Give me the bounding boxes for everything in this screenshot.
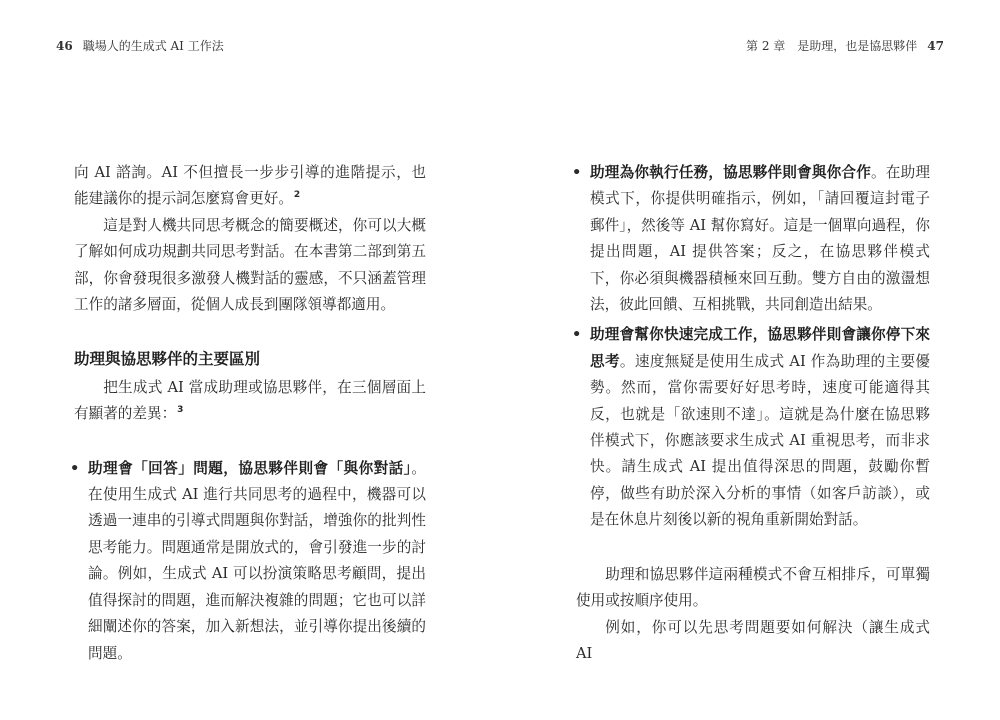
- book-title: 職場人的生成式 AI 工作法: [82, 39, 224, 53]
- footnote-marker[interactable]: 2: [293, 190, 301, 201]
- paragraph-continuation: 向 AI 諮詢。AI 不但擅長一步步引導的進階提示，也能建議你的提示詞怎麼寫會更好。$^2$: [74, 164, 426, 208]
- footnote-marker[interactable]: 3: [177, 405, 184, 416]
- left-page-number: 46: [56, 39, 73, 53]
- bullet-item-tasks-vs-collaboration: [572, 160, 930, 318]
- bullet-lead: 助理會幫你快速完成工作，協思夥伴則會讓你停下來思考: [590, 326, 930, 370]
- right-page-number: 47: [927, 39, 944, 53]
- bullet-icon: •: [572, 326, 582, 344]
- paragraph-intro: 把生成式 AI 當成助理或協思夥伴，在三個層面上有顯著的差異：$^3$: [74, 378, 426, 423]
- section-heading: 助理與協思夥伴的主要區別: [74, 350, 261, 369]
- bullet-icon: •: [70, 459, 80, 477]
- bullet-lead: 助理會「回答」問題，協思夥伴則會「與你對話」: [88, 459, 412, 477]
- bullet-item-answer-vs-dialogue: [70, 456, 426, 667]
- right-page: [500, 0, 1000, 720]
- bullet-icon: •: [572, 164, 582, 181]
- paragraph-overview: 這是對人機共同思考概念的簡要概述，你可以大概了解如何成功規劃共同思考對話。在本書第二部到第五部，你會發現很多激發人機對話的靈感，不只涵蓋管理工作的諸多層面，從個人成長到團隊領導都適用。: [74, 216, 426, 314]
- bullet-lead: 助理為你執行任務，協思夥伴則會與你合作: [590, 164, 872, 181]
- chapter-title: 第 2 章 是助理，也是協思夥伴: [746, 39, 918, 53]
- right-text-column: [572, 160, 930, 667]
- paragraph-example: 例如，你可以先思考問題要如何解決（讓生成式 AI: [576, 618, 930, 662]
- left-text-column: [70, 160, 426, 667]
- bullet-item-speed-vs-reflection: [572, 322, 930, 533]
- bullet-body: 。在使用生成式 AI 進行共同思考的過程中，機器可以透過一連串的引導式問題與你對話，增強你的批判性思考能力。問題通常是開放式的，會引發進一步的討論。例如，生成式 AI 可以扮演策略思考顧問，提出值得探討的問題，進而解決複雜的問題；它也可以詳細闡述你的答案，加入新想法，並引導你提出後續的問題。: [88, 459, 426, 662]
- paragraph-modes: 助理和協思夥伴這兩種模式不會互相排斥，可單獨使用或按順序使用。: [576, 565, 930, 610]
- bullet-body: 。在助理模式下，你提供明確指示，例如，「請回覆這封電子郵件」，然後等 AI 幫你寫好。這是一個單向過程，你提出問題，AI 提供答案；反之，在協思夥伴模式下，你必須與機器積極來回互動。雙方自由的激盪想法，彼此回饋、互相挑戰，共同創造出結果。: [590, 164, 930, 314]
- right-running-head: [746, 37, 944, 54]
- left-running-head: [56, 37, 224, 54]
- bullet-body: 。速度無疑是使用生成式 AI 作為助理的主要優勢。然而，當你需要好好思考時，速度可能適得其反，也就是「欲速則不達」。這就是為什麼在協思夥伴模式下，你應該要求生成式 AI 重視思考，而非求快。請生成式 AI 提出值得深思的問題，鼓勵你暫停，做些有助於深入分析的事情（如客戶訪談），或是在休息片刻後以新的視角重新開始對話。: [590, 352, 930, 529]
